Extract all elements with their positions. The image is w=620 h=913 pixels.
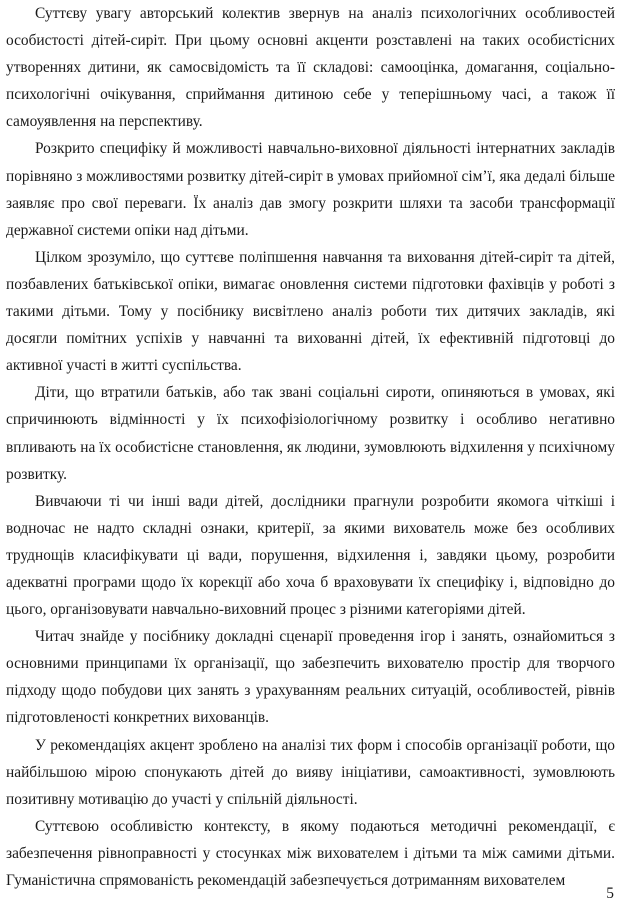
paragraph-2: Розкрито специфіку й можливості навчально-виховної діяльності інтернатних закладів порівняно з можливостями розвитку дітей-сиріт в умовах прийомної сім’ї, яка дедалі більше заявляє про свої переваги. Їх аналіз дав змогу розкрити шляхи та засоби трансформації державної системи опіки над дітьми. bbox=[6, 140, 616, 239]
paragraph-7: У рекомендаціях акцент зроблено на аналізі тих форм і способів організації роботи, що найбільшою мірою спонукають дітей до вияву ініціативи, самоактивності, зумовлюють позитивну мотивацію до участі у спільній діяльності. bbox=[6, 736, 615, 808]
paragraph-5: Вивчаючи ті чи інші вади дітей, дослідники прагнули розробити якомога чіткіші і водночас не надто складні ознаки, критерії, за якими вихователь може без особливих труднощів класифікувати ці вади, порушення, відхилення і, завдяки цьому, розробити адекватні програми щодо їх корекції або хоча б враховувати їх специфіку і, відповідно до цього, організовувати навчально-виховний процес з різними категоріями дітей. bbox=[6, 492, 615, 619]
document-page bbox=[6, 0, 615, 894]
paragraph-6: Читач знайде у посібнику докладні сценарії проведення ігор і занять, ознайомиться з основними принципами їх організації, що забезпечить вихователю простір для творчого підходу щодо побудови цих занять з урахуванням реальних ситуацій, особливостей, рівнів підготовленості конкретних вихованців. bbox=[6, 628, 615, 727]
paragraph-8: Суттєвою особливістю контексту, в якому подаються методичні рекомендації, є забезпечення рівноправності у стосунках між вихователем і дітьми та між самими дітьми. Гуманістична спрямованість рекомендацій забезпечується дотриманням вихователем bbox=[6, 817, 615, 889]
paragraph-1: Суттєву увагу авторський колектив звернув на аналіз психологічних особливостей особистості дітей-сиріт. При цьому основні акценти розставлені на таких особистісних утвореннях дитини, як самосвідомість та її складові: самооцінка, домагання, соціально-психологічні очікування, сприймання дитиною себе у теперішньому часі, а також її самоуявлення на перспективу. bbox=[6, 5, 615, 131]
page-number: 5 bbox=[606, 885, 614, 902]
paragraph-3: Цілком зрозуміло, що суттєве поліпшення навчання та виховання дітей-сиріт та дітей, позбавлених батьківської опіки, вимагає оновлення системи підготовки фахівців у роботі з такими дітьми. Тому у посібнику висвітлено аналіз роботи тих дитячих закладів, які досягли помітних успіхів у навчанні та вихованні дітей, їх ефективній підготовці до активної участі в житті суспільства. bbox=[6, 248, 615, 375]
paragraph-4: Діти, що втратили батьків, або так звані соціальні сироти, опиняються в умовах, які спричинюють відмінності у їх психофізіологічному розвитку і особливо негативно впливають на їх особистісне становлення, як людини, зумовлюють відхилення у психічному розвитку. bbox=[6, 384, 615, 483]
